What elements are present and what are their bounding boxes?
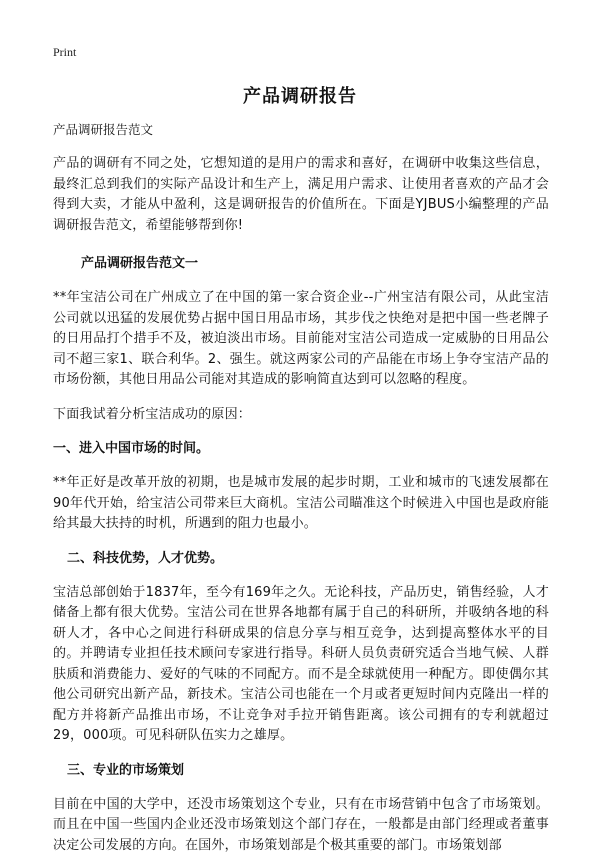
section-heading: 产品调研报告范文一 bbox=[53, 254, 549, 274]
document-body bbox=[53, 120, 549, 856]
intro-paragraph: 产品的调研有不同之处，它想知道的是用户的需求和喜好，在调研中收集这些信息，最终汇总到我们的实际产品设计和生产上，满足用户需求、让使用者喜欢的产品才会得到大卖，才能从中盈利，这是调研报告的价值所在。下面是YJBUS小编整理的产品调研报告范文，希望能够帮到你! bbox=[53, 154, 549, 236]
paragraph-marketing-planning: 目前在中国的大学中，还没市场策划这个专业，只有在市场营销中包含了市场策划。而且在中国一些国内企业还没市场策划这个部门存在，一般都是由部门经理或者董事决定公司发展的方向。在国外，市场策划部是个极其重要的部门。市场策划部 bbox=[53, 795, 549, 856]
heading-tech-talent: 二、科技优势，人才优势。 bbox=[53, 549, 549, 569]
heading-marketing-planning: 三、专业的市场策划 bbox=[53, 761, 549, 781]
paragraph-market-entry: **年正好是改革开放的初期，也是城市发展的起步时期，工业和城市的飞速发展都在90年代开始，给宝洁公司带来巨大商机。宝洁公司瞄准这个时候进入中国也是政府能给其最大扶持的时机，所遇到的阻力也最小。 bbox=[53, 473, 549, 535]
paragraph-company-history: **年宝洁公司在广州成立了在中国的第一家合资企业--广州宝洁有限公司，从此宝洁公司就以迅猛的发展优势占据中国日用品市场，其步伐之快绝对是把中国一些老牌子的日用品打个措手不及，被迫淡出市场。目前能对宝洁公司造成一定威胁的日用品公司不超三家1、联合利华。2、强生。就这两家公司的产品能在市场上争夺宝洁产品的市场份额，其他日用品公司能对其造成的影响简直达到可以忽略的程度。 bbox=[53, 288, 549, 391]
document-subtitle: 产品调研报告范文 bbox=[53, 120, 549, 140]
page-title: 产品调研报告 bbox=[0, 82, 600, 108]
paragraph-tech-talent: 宝洁总部创始于1837年，至今有169年之久。无论科技，产品历史，销售经验，人才储备上都有很大优势。宝洁公司在世界各地都有属于自己的科研所，并吸纳各地的科研人才，各中心之间进行科研成果的信息分享与相互竞争，达到提高整体水平的目的。并聘请专业担任技术顾问专家进行指导。科研人员负责研究适合当地气候、人群肤质和消费能力、爱好的气味的不同配方。而不是全球就使用一种配方。即使偶尔其他公司研究出新产品，新技术。宝洁公司也能在一个月或者更短时间内克隆出一样的配方并将新产品推出市场，不让竞争对手拉开销售距离。该公司拥有的专利就超过29，000项。可见科研队伍实力之雄厚。 bbox=[53, 583, 549, 747]
heading-market-entry: 一、进入中国市场的时间。 bbox=[53, 439, 549, 459]
print-link[interactable]: Print bbox=[53, 45, 76, 60]
paragraph-analysis-intro: 下面我试着分析宝洁成功的原因： bbox=[53, 405, 549, 426]
